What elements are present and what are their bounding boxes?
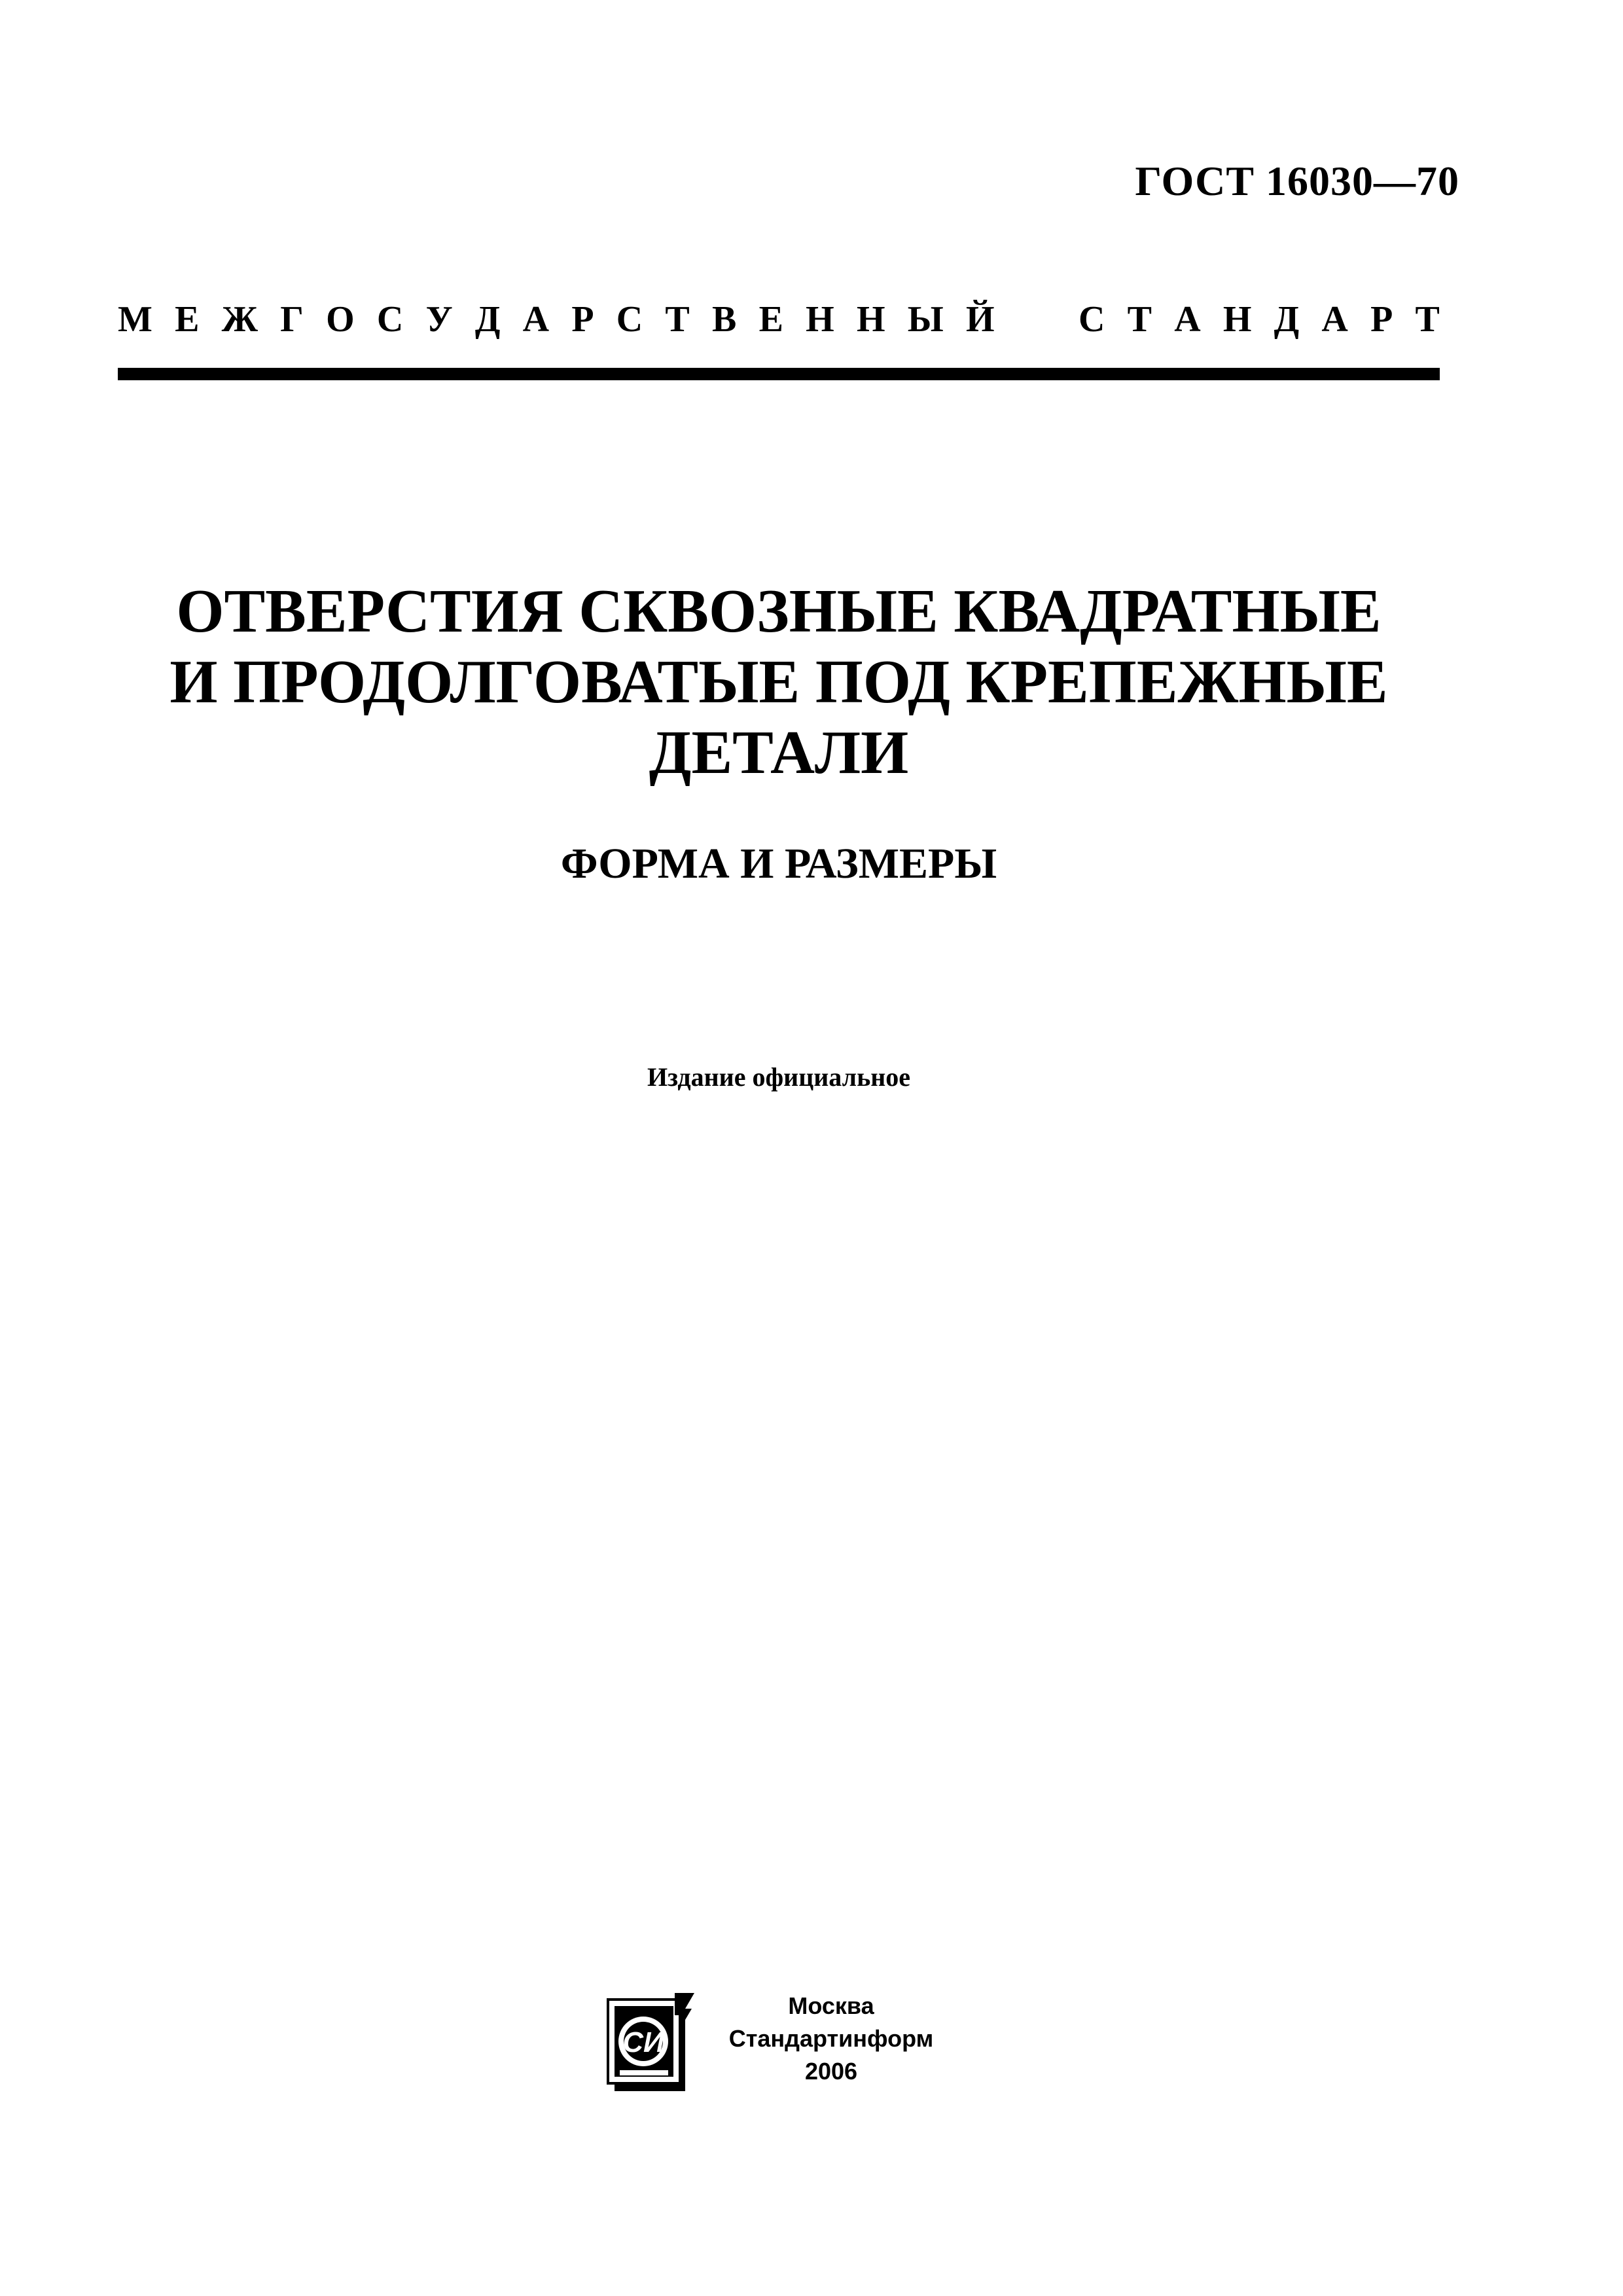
publication-year: 2006 <box>804 2058 858 2085</box>
header-letter: А <box>522 299 550 340</box>
svg-text:СИ: СИ <box>622 2026 664 2058</box>
header-letter: Т <box>665 299 690 340</box>
header-letter: Р <box>1370 299 1393 340</box>
header-letter: С <box>616 299 643 340</box>
header-letter: А <box>1174 299 1201 340</box>
header-letter: А <box>1321 299 1348 340</box>
publisher-logo-icon <box>605 1993 704 2098</box>
header-letter: С <box>1078 299 1105 340</box>
header-letter: Н <box>1222 299 1252 340</box>
header-letter: Т <box>1127 299 1152 340</box>
publisher-imprint <box>720 1990 942 2088</box>
header-letter: Е <box>175 299 200 340</box>
header-letter: О <box>326 299 355 340</box>
header-letter: Г <box>280 299 304 340</box>
header-letter: Е <box>758 299 783 340</box>
document-number: ГОСТ 16030—70 <box>1135 158 1459 204</box>
header-letter: Ы <box>907 299 944 340</box>
title-line: И ПРОДОЛГОВАТЫЕ ПОД КРЕПЕЖНЫЕ <box>169 648 1388 716</box>
header-letter: Д <box>474 299 501 340</box>
document-subtitle: ФОРМА И РАЗМЕРЫ <box>560 840 997 888</box>
publisher-logo-graphic <box>605 1993 704 2098</box>
header-letter: С <box>376 299 404 340</box>
header-letter: Ж <box>221 299 259 340</box>
header-letter: У <box>425 299 453 340</box>
publisher-name: Стандартинформ <box>728 2025 934 2052</box>
header-letter: Н <box>856 299 885 340</box>
title-line: ОТВЕРСТИЯ СКВОЗНЫЕ КВАДРАТНЫЕ <box>176 577 1382 645</box>
header-letter: Р <box>571 299 594 340</box>
header-letter: М <box>118 299 152 340</box>
title-line: ДЕТАЛИ <box>649 719 909 787</box>
header-letter: Т <box>1415 299 1440 340</box>
header-letter: Н <box>806 299 834 340</box>
standard-type-header <box>118 287 1440 352</box>
edition-label: Издание официальное <box>647 1062 911 1092</box>
header-letter: В <box>712 299 737 340</box>
document-title <box>118 576 1440 788</box>
header-letter: Й <box>965 299 995 340</box>
publisher-city: Москва <box>788 1992 874 2019</box>
header-divider <box>118 368 1440 380</box>
header-letter: Д <box>1274 299 1300 340</box>
